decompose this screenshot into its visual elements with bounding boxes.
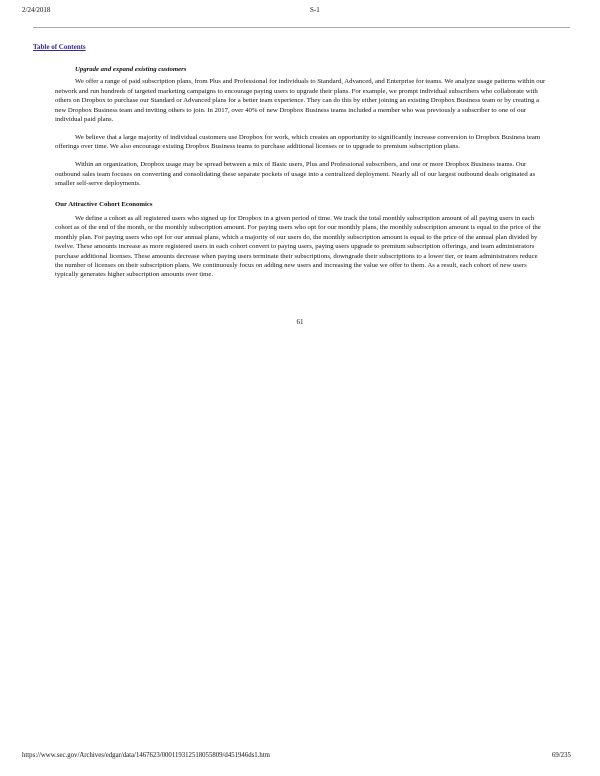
section-upgrade-customers [55, 65, 547, 288]
footer-page-count: 69/235 [552, 752, 571, 759]
section-heading: Our Attractive Cohort Economics [55, 201, 153, 209]
paragraph: We offer a range of paid subscription plans, from Plus and Professional for individuals to Standard, Advanced, and Enterprise for teams. We analyze usage patterns within our network and run hundreds of targeted marketing campaigns to encourage paying users to upgrade their plans. For example, we prompt individual subscribers who collaborate with others on Dropbox to purchase our Standard or Advanced plans for a better team experience. They can do this by either joining an existing Dropbox Business team or by creating a new Dropbox Business team and inviting others to join. In 2017, over 40% of new Dropbox Business teams included a member who was previously a subscriber to one of our individual paid plans. [55, 78, 546, 124]
paragraph: We define a cohort as all registered users who signed up for Dropbox in a given period of time. We track the total monthly subscription amount of all paying users in each cohort as of the end of the month, or the monthly subscription amount. For paying users who opt for our monthly plans, the monthly subscription amount is equal to the price of the monthly plan. For paying users who opt for our annual plans, which a majority of our users do, the monthly subscription amount is equal to the price of the annual plan divided by twelve. These amounts increase as more registered users in each cohort convert to paying users, paying users upgrade to premium subscription offerings, and team administrators purchase additional licenses. These amounts decrease when paying users terminate their subscriptions, downgrade their subscriptions to a lower tier, or team administrators reduce the number of licenses on their subscription plans. We continuously focus on adding new users and increasing the value we offer to them. As a result, each cohort of new users typically generates higher subscription amounts over time. [55, 214, 541, 279]
paragraph: We believe that a large majority of individual customers use Dropbox for work, which creates an opportunity to significantly increase conversion to Dropbox Business team offerings over time. We also encourage existing Dropbox Business teams to purchase additional licenses or to upgrade to premium subscription plans. [55, 133, 541, 151]
table-of-contents-link[interactable]: Table of Contents [33, 43, 86, 51]
section-heading: Upgrade and expand existing customers [75, 66, 187, 73]
print-date: 2/24/2018 [22, 6, 51, 14]
page-number: 61 [296, 318, 304, 326]
header-divider [33, 27, 570, 28]
document-title: S-1 [310, 6, 320, 14]
footer-url: https://www.sec.gov/Archives/edgar/data/1467623/000119312518055809/d451946ds1.htm [22, 752, 270, 759]
paragraph: Within an organization, Dropbox usage may be spread between a mix of Basic users, Plus and Professional subscribers, and one or more Dropbox Business teams. Our outbound sales team focuses on converting and consolidating these separate pockets of usage into a centralized deployment. Nearly all of our largest outbound deals originated as smaller self-serve deployments. [55, 161, 536, 188]
